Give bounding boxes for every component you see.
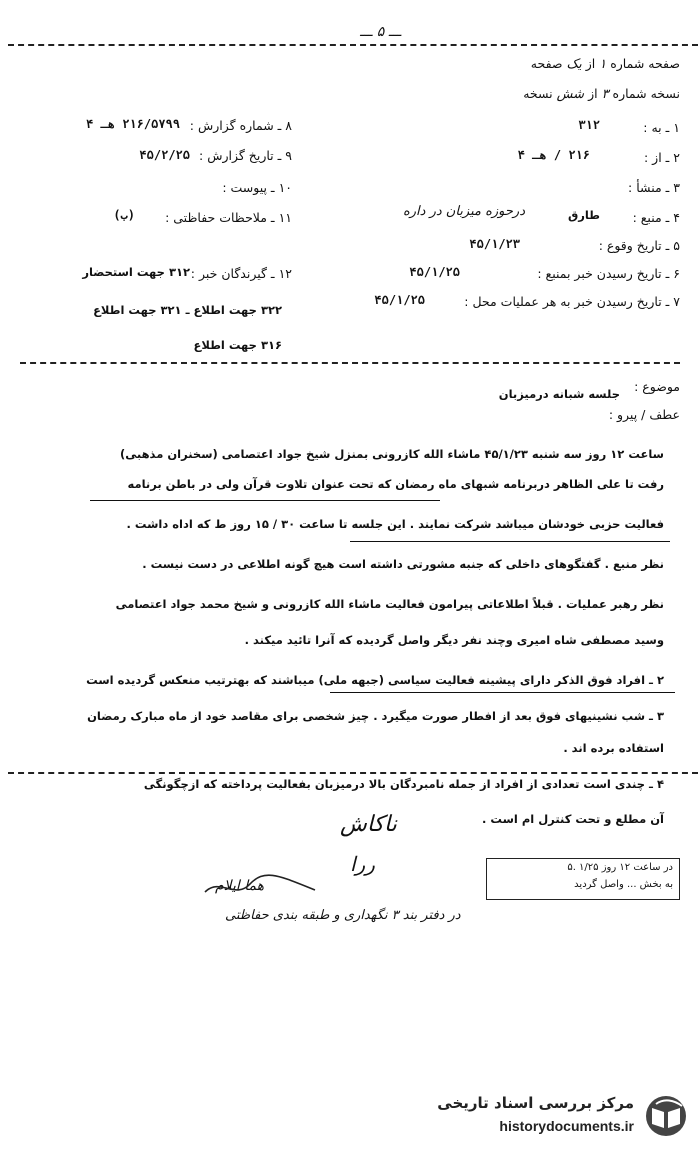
subject-label: موضوع :	[634, 379, 680, 394]
book-icon	[642, 1094, 690, 1138]
field-received-ops-value: ۴۵/۱/۲۵	[374, 293, 425, 307]
signature-scribble	[200, 872, 320, 902]
recipients-line-1: ۳۱۲ جهت استحضار	[82, 265, 190, 279]
field-received-source-value: ۴۵/۱/۲۵	[409, 265, 460, 279]
field-received-source-label: ۶ ـ تاریخ رسیدن خبر بمنبع :	[537, 266, 680, 281]
field-report-date-value: ۴۵/۲/۲۵	[139, 148, 190, 162]
field-security-value: (ب)	[113, 208, 135, 222]
field-from-label: ۲ ـ از :	[643, 150, 680, 165]
signature-1: ناکاش	[340, 812, 397, 837]
field-source-value: طارق	[567, 208, 600, 222]
top-dashed-rule	[8, 44, 698, 46]
field-report-number-label: ۸ ـ شماره گزارش :	[189, 118, 292, 133]
copy-number-line: نسخه شماره ۳ از شش نسخه	[523, 86, 680, 102]
stamp-line-1: در ساعت ۱۲ روز ۱/۲۵ .۵	[567, 862, 673, 873]
footer-org-name: مرکز بررسی اسناد تاریخی	[437, 1094, 634, 1112]
signature-3: هما ایلام	[215, 878, 264, 894]
body-line-10: ۴ ـ چندی است تعدادی از افراد از جمله نامبردگان بالا درمیزبان بفعالیت پرداخته که ازچگونگی	[143, 777, 664, 791]
filing-note: در دفتر بند ۳ نگهداری و طبقه بندی حفاظتی	[225, 908, 461, 923]
field-recipients-label: ۱۲ ـ گیرندگان خبر :	[190, 266, 292, 281]
signature-2: ررا	[350, 852, 375, 876]
body-underline-2	[350, 541, 670, 542]
field-to-label: ۱ ـ به :	[643, 120, 680, 135]
field-security-label: ۱۱ ـ ملاحظات حفاظتی :	[165, 210, 292, 225]
subject-value: جلسه شبانه درمیزبان	[498, 387, 620, 401]
body-line-1: ساعت ۱۲ روز سه شنبه ۴۵/۱/۲۳ ماشاء الله کازرونی بمنزل شیخ جواد اعتصامی (سخنران مذهبی)	[120, 447, 664, 461]
body-line-2: رفت تا علی الظاهر دربرنامه شبهای ماه رمضان که تحت عنوان تلاوت قرآن ولی در باطن برنامه	[127, 477, 664, 491]
field-source-note: درحوزه میزبان در داره	[402, 204, 525, 219]
field-received-ops-label: ۷ ـ تاریخ رسیدن خبر به هر عملیات محل :	[464, 294, 680, 309]
body-line-5: نظر رهبر عملیات . قبلاً اطلاعاتی پیرامون فعالیت ماشاء الله کازرونی و شیخ محمد جواد اعتصامی	[115, 597, 664, 611]
field-event-date-label: ۵ ـ تاریخ وقوع :	[598, 238, 680, 253]
recipients-line-2: ۳۲۲ جهت اطلاع ـ ۳۲۱ جهت اطلاع	[93, 303, 282, 317]
body-line-3: فعالیت حزبی خودشان میباشد شرکت نمایند . این جلسه تا ساعت ۳۰ / ۱۵ روز ط که اداه داشت .	[126, 517, 664, 531]
field-event-date-value: ۴۵/۱/۲۳	[469, 237, 520, 251]
field-report-date-label: ۹ ـ تاریخ گزارش :	[199, 148, 292, 163]
field-origin-label: ۳ ـ منشأ :	[628, 180, 680, 195]
body-line-7: ۲ ـ افراد فوق الذکر دارای پیشینه فعالیت سیاسی (جبهه ملی) میباشند که بهترتیب منعکس گردیده است	[86, 673, 664, 687]
body-underline-3	[330, 692, 675, 693]
body-line-4: نظر منبع . گفتگوهای داخلی که جنبه مشورتی داشته است هیچ گونه اطلاعی در دست نیست .	[142, 557, 664, 571]
recipients-line-3: ۳۱۶ جهت اطلاع	[193, 338, 282, 352]
body-line-11: آن مطلع و تحت کنترل ام است .	[482, 812, 664, 826]
footer-logo	[420, 1092, 690, 1140]
body-line-9: استفاده برده اند .	[563, 741, 664, 755]
field-to-value: ۳۱۲	[578, 118, 600, 132]
body-line-8: ۳ ـ شب نشینیهای فوق بعد از افطار صورت میگیرد . چیز شخصی برای مقاصد خود از ماه مبارک رمضان	[87, 709, 664, 723]
top-handwritten-mark: ـــ ۵ ـــ	[360, 24, 402, 40]
body-dashed-rule	[8, 772, 698, 774]
field-report-number-value: ۲۱۶/۵۷۹۹ هـ ۴	[86, 117, 180, 131]
field-source-label: ۴ ـ منبع :	[632, 210, 680, 225]
footer-website: historydocuments.ir	[499, 1118, 634, 1134]
page-number-line: صفحه شماره ۱ از یک صفحه	[530, 56, 680, 72]
field-attachment-label: ۱۰ ـ پیوست :	[222, 180, 292, 195]
body-line-6: وسید مصطفی شاه امیری وچند نفر دیگر واصل گردیده که آنرا تائید میکند .	[244, 633, 664, 647]
body-underline-1	[90, 500, 440, 501]
field-from-value: ۲۱۶ / هـ ۴	[517, 148, 590, 162]
subject-dashed-rule	[20, 362, 680, 364]
receipt-stamp	[486, 858, 680, 900]
stamp-line-2: به بخش ... واصل گردید	[574, 879, 673, 890]
reference-label: عطف / پیرو :	[608, 407, 680, 422]
